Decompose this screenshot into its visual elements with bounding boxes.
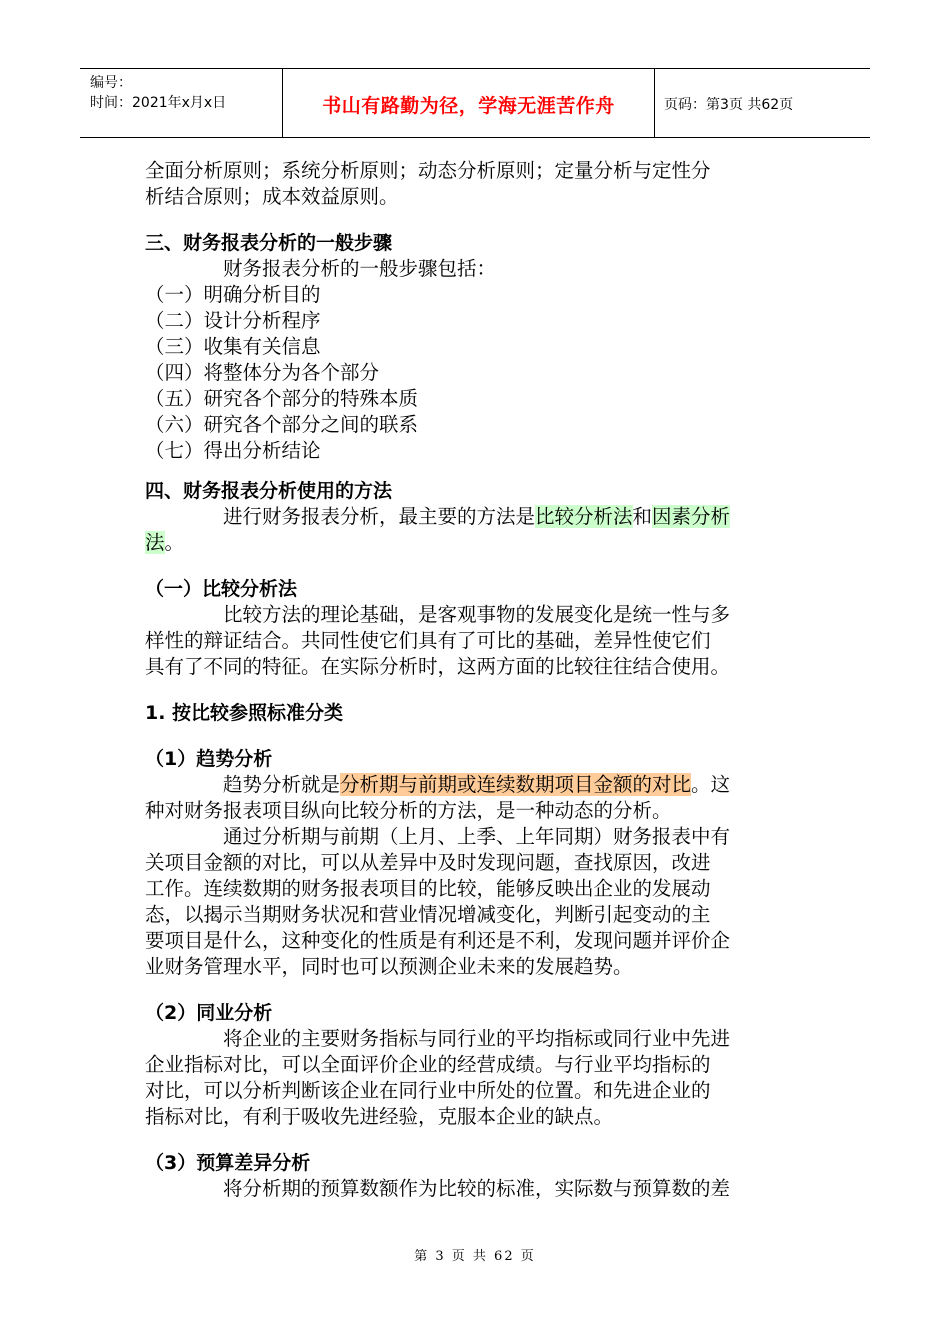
- paragraph-line: 指标对比，有利于吸收先进经验，克服本企业的缺点。: [145, 1105, 614, 1128]
- step-item: （六）研究各个部分之间的联系: [145, 413, 419, 436]
- subsection-heading: 1. 按比较参照标准分类: [145, 702, 344, 724]
- principles-line: 析结合原则；成本效益原则。: [145, 185, 399, 208]
- paragraph-line: 将企业的主要财务指标与同行业的平均指标或同行业中先进: [223, 1027, 731, 1050]
- paragraph-line: 要项目是什么，这种变化的性质是有利还是不利，发现问题并评价企: [145, 929, 731, 952]
- paragraph-line: 态，以揭示当期财务状况和营业情况增减变化，判断引起变动的主: [145, 903, 711, 926]
- steps-intro: 财务报表分析的一般步骤包括：: [223, 257, 497, 280]
- subsection-heading: （2）同业分析: [145, 1002, 273, 1024]
- number-label: 编号：: [90, 75, 132, 91]
- text-run: 。: [164, 531, 185, 554]
- paragraph-line: 比较方法的理论基础，是客观事物的发展变化是统一性与多: [223, 603, 731, 626]
- date-label: 时间：2021年x月x日: [90, 95, 227, 111]
- paragraph-line: 企业指标对比，可以全面评价企业的经营成绩。与行业平均指标的: [145, 1053, 711, 1076]
- motto-text: 书山有路勤为径，学海无涯苦作舟: [322, 95, 615, 117]
- text-run: 和: [632, 505, 653, 528]
- step-item: （二）设计分析程序: [145, 309, 321, 332]
- highlight-comparison: 比较分析法: [535, 505, 633, 528]
- highlight-trend: 分析期与前期或连续数期项目金额的对比: [340, 773, 692, 796]
- highlight-factor-cont: 法: [145, 531, 165, 554]
- text-run: 。这: [691, 773, 731, 796]
- subsection-heading: （3）预算差异分析: [145, 1152, 311, 1174]
- paragraph-line: 工作。连续数期的财务报表项目的比较，能够反映出企业的发展动: [145, 877, 711, 900]
- step-item: （七）得出分析结论: [145, 439, 321, 462]
- subsection-heading: （1）趋势分析: [145, 748, 273, 770]
- paragraph-line: 具有了不同的特征。在实际分析时，这两方面的比较往往结合使用。: [145, 655, 731, 678]
- paragraph-line: 种对财务报表项目纵向比较分析的方法，是一种动态的分析。: [145, 799, 672, 822]
- step-item: （四）将整体分为各个部分: [145, 361, 380, 384]
- methods-paragraph-line2: [145, 530, 810, 556]
- paragraph-line: 样性的辩证结合。共同性使它们具有了可比的基础，差异性使它们: [145, 629, 711, 652]
- step-item: （一）明确分析目的: [145, 283, 321, 306]
- paragraph-line: 业财务管理水平，同时也可以预测企业未来的发展趋势。: [145, 955, 633, 978]
- paragraph-line: 将分析期的预算数额作为比较的标准，实际数与预算数的差: [223, 1177, 731, 1200]
- text-run: 趋势分析就是: [223, 773, 341, 796]
- trend-paragraph: [145, 772, 810, 798]
- text-run: 进行财务报表分析，最主要的方法是: [223, 505, 536, 528]
- section-heading: 三、财务报表分析的一般步骤: [145, 232, 393, 254]
- header-motto-cell: [282, 69, 655, 137]
- subsection-heading: （一）比较分析法: [145, 578, 298, 600]
- paragraph-line: 关项目金额的对比，可以从差异中及时发现问题，查找原因，改进: [145, 851, 711, 874]
- step-item: （三）收集有关信息: [145, 335, 321, 358]
- methods-paragraph: [145, 504, 810, 530]
- paragraph-line: 通过分析期与前期（上月、上季、上年同期）财务报表中有: [223, 825, 731, 848]
- page-footer: 第 3 页 共 62 页: [414, 1249, 536, 1264]
- step-item: （五）研究各个部分的特殊本质: [145, 387, 419, 410]
- principles-line: 全面分析原则；系统分析原则；动态分析原则；定量分析与定性分: [145, 159, 711, 182]
- paragraph-line: 对比，可以分析判断该企业在同行业中所处的位置。和先进企业的: [145, 1079, 711, 1102]
- header-info-cell: [80, 69, 282, 137]
- header-page-cell: [654, 69, 870, 137]
- document-body: [145, 158, 810, 1202]
- document-header: [80, 68, 870, 138]
- section-heading: 四、财务报表分析使用的方法: [145, 480, 393, 502]
- highlight-factor: 因素分析: [652, 505, 731, 528]
- page-info: 页码：第3页 共62页: [664, 97, 794, 113]
